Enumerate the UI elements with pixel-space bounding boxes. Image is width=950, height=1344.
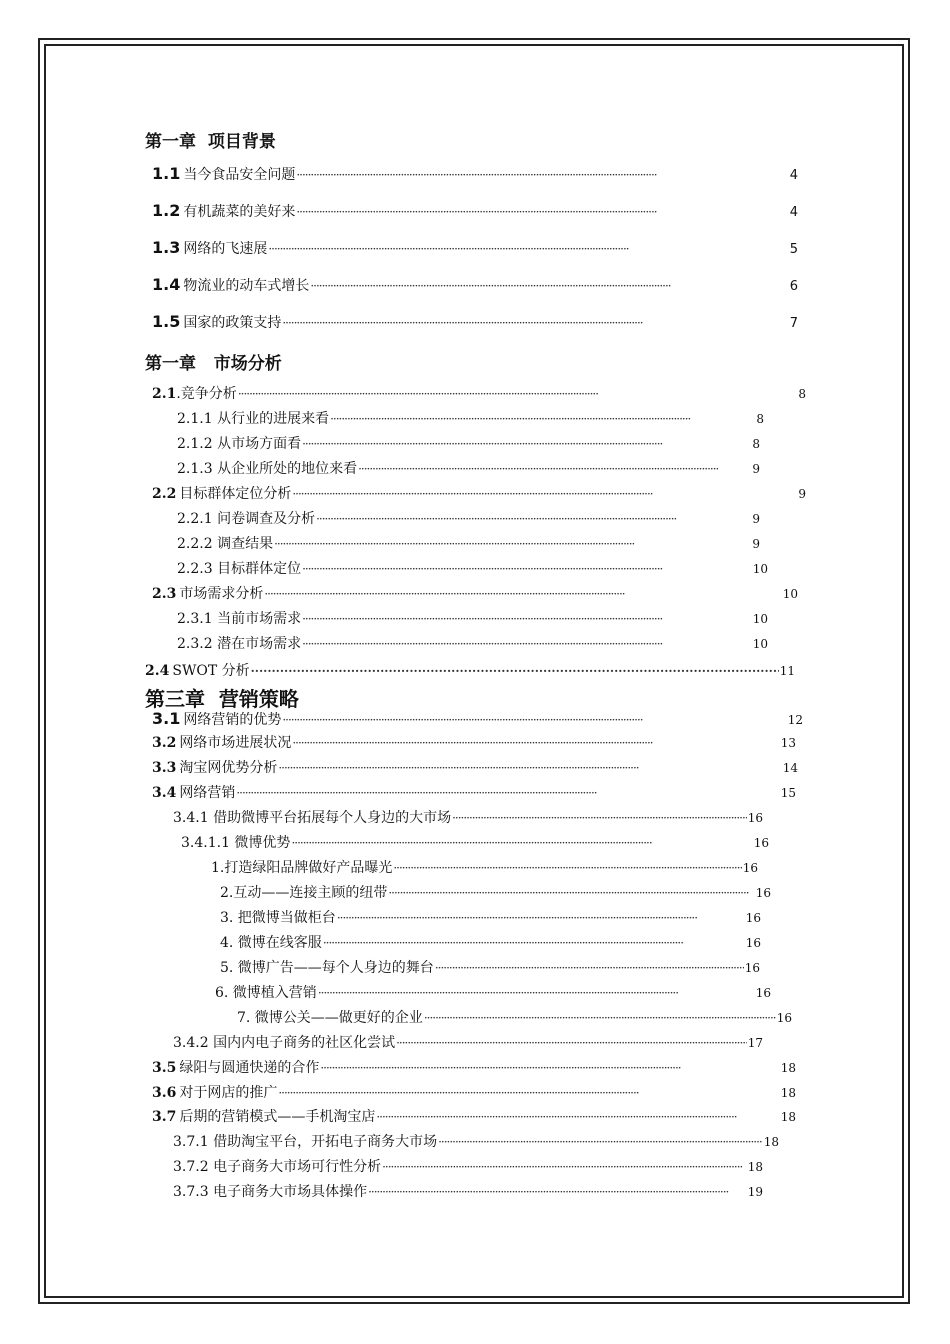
entry-page: 10 xyxy=(752,562,768,576)
entry-number: 3.4 xyxy=(152,785,177,801)
entry-title: 4. 微博在线客服 xyxy=(220,935,322,951)
dot-leader xyxy=(388,887,754,899)
toc-entry-3-3[interactable] xyxy=(152,761,798,775)
entry-title: 6. 微博植入营销 xyxy=(215,985,317,1001)
dot-leader xyxy=(376,1111,779,1123)
toc-entry-2-1-1[interactable] xyxy=(177,412,764,426)
toc-entry-weibo-2[interactable] xyxy=(220,886,771,900)
entry-title: 网络的飞速展 xyxy=(183,241,268,257)
entry-number: 3.1 xyxy=(152,709,181,728)
entry-page: 16 xyxy=(776,1011,792,1025)
dot-leader xyxy=(296,206,788,218)
entry-number: 1.5 xyxy=(152,312,181,331)
entry-number: 2.1 xyxy=(152,386,177,402)
dot-leader xyxy=(368,1186,747,1198)
dot-leader xyxy=(393,862,741,874)
entry-page: 9 xyxy=(798,487,806,501)
entry-page: 10 xyxy=(782,587,798,601)
entry-page: 16 xyxy=(747,811,763,825)
dot-leader xyxy=(251,665,779,677)
toc-entry-3-7-1[interactable] xyxy=(173,1135,779,1149)
toc-entry-3-7-2[interactable] xyxy=(173,1160,763,1174)
dot-leader xyxy=(438,1136,763,1148)
toc-entry-3-5[interactable] xyxy=(152,1061,796,1075)
entry-page: 11 xyxy=(779,664,795,678)
toc-entry-weibo-1[interactable] xyxy=(211,861,758,875)
entry-page: 12 xyxy=(787,713,803,727)
entry-number: 1.3 xyxy=(152,238,181,257)
dot-leader xyxy=(291,837,752,849)
entry-number: 3.3 xyxy=(152,760,177,776)
toc-entry-3-4[interactable] xyxy=(152,786,796,800)
dot-leader xyxy=(282,317,788,329)
entry-title: 后期的营销模式——手机淘宝店 xyxy=(179,1109,376,1125)
dot-leader xyxy=(435,962,744,974)
toc-entry-3-4-2[interactable] xyxy=(173,1036,763,1050)
entry-title: 淘宝网优势分析 xyxy=(179,760,278,776)
entry-number: 3.5 xyxy=(152,1060,177,1076)
entry-title: 2.互动——连接主顾的纽带 xyxy=(220,885,388,901)
entry-title: 7. 微博公关——做更好的企业 xyxy=(237,1010,423,1026)
entry-title: 2.1.3 从企业所处的地位来看 xyxy=(177,461,358,477)
entry-title: 3.7.1 借助淘宝平台，开拓电子商务大市场 xyxy=(173,1134,438,1150)
entry-page: 10 xyxy=(752,637,768,651)
dot-leader xyxy=(302,438,751,450)
entry-title: 2.1.2 从市场方面看 xyxy=(177,436,302,452)
entry-page: 16 xyxy=(745,911,761,925)
dot-leader xyxy=(452,812,747,824)
entry-number: 3.2 xyxy=(152,735,177,751)
entry-page: 13 xyxy=(780,736,796,750)
dot-leader xyxy=(316,513,751,525)
entry-title: 3.7.3 电子商务大市场具体操作 xyxy=(173,1184,368,1200)
entry-title: 3.4.1.1 微博优势 xyxy=(181,835,291,851)
toc-entry-1-1[interactable] xyxy=(152,166,798,182)
entry-title: 当今食品安全问题 xyxy=(183,167,296,183)
chapter-heading-2: 第一章 市场分析 xyxy=(145,354,282,374)
entry-page: 9 xyxy=(752,537,760,551)
entry-page: 8 xyxy=(752,437,760,451)
dot-leader xyxy=(302,563,752,575)
toc-entry-2-1-2[interactable] xyxy=(177,437,760,451)
entry-number: 2.4 xyxy=(145,663,170,679)
entry-page: 17 xyxy=(747,1036,763,1050)
toc-entry-3-7-3[interactable] xyxy=(173,1185,763,1199)
entry-title: 物流业的动车式增长 xyxy=(183,278,310,294)
dot-leader xyxy=(358,463,751,475)
entry-title: 1.打造绿阳品牌做好产品曝光 xyxy=(211,860,393,876)
entry-title: 3. 把微博当做柜台 xyxy=(220,910,336,926)
entry-page: 18 xyxy=(780,1086,796,1100)
entry-title: 2.3.1 当前市场需求 xyxy=(177,611,302,627)
dot-leader xyxy=(396,1037,747,1049)
dot-leader xyxy=(264,588,781,600)
entry-number: 1.4 xyxy=(152,275,181,294)
dot-leader xyxy=(274,538,751,550)
entry-page: 6 xyxy=(789,279,798,294)
dot-leader xyxy=(323,937,745,949)
dot-leader xyxy=(236,787,779,799)
entry-page: 16 xyxy=(753,836,769,850)
toc-entry-2-3-1[interactable] xyxy=(177,612,768,626)
entry-title: 3.7.2 电子商务大市场可行性分析 xyxy=(173,1159,382,1175)
entry-title: 3.4.2 国内内电子商务的社区化尝试 xyxy=(173,1035,396,1051)
entry-page: 7 xyxy=(789,316,798,331)
toc-entry-weibo-5[interactable] xyxy=(220,961,760,975)
entry-title: 对于网店的推广 xyxy=(179,1085,278,1101)
entry-number: 2.3 xyxy=(152,586,177,602)
dot-leader xyxy=(330,413,755,425)
dot-leader xyxy=(424,1012,776,1024)
entry-page: 18 xyxy=(780,1061,796,1075)
dot-leader xyxy=(302,638,752,650)
entry-title: 网络营销 xyxy=(179,785,236,801)
entry-title: 有机蔬菜的美好来 xyxy=(183,204,296,220)
toc-entry-weibo-7[interactable] xyxy=(237,1011,792,1025)
toc-entry-weibo-4[interactable] xyxy=(220,936,761,950)
dot-leader xyxy=(310,280,788,292)
entry-number: 2.2 xyxy=(152,486,177,502)
entry-title: .竞争分析 xyxy=(176,386,237,402)
entry-title: 2.1.1 从行业的进展来看 xyxy=(177,411,330,427)
dot-leader xyxy=(302,613,752,625)
entry-title: 网络营销的优势 xyxy=(183,712,282,728)
toc-entry-3-2[interactable] xyxy=(152,736,796,750)
entry-page: 18 xyxy=(763,1135,779,1149)
entry-page: 4 xyxy=(789,168,798,183)
dot-leader xyxy=(337,912,745,924)
chapter-heading-1: 第一章 项目背景 xyxy=(145,132,276,152)
entry-title: 网络市场进展状况 xyxy=(179,735,292,751)
entry-page: 18 xyxy=(747,1160,763,1174)
entry-title: 2.3.2 潜在市场需求 xyxy=(177,636,302,652)
entry-page: 16 xyxy=(744,961,760,975)
entry-title: SWOT 分析 xyxy=(172,663,250,679)
dot-leader xyxy=(238,388,798,400)
entry-page: 8 xyxy=(756,412,764,426)
toc-entry-2-2-2[interactable] xyxy=(177,537,760,551)
toc-entry-2-2-1[interactable] xyxy=(177,512,760,526)
toc-entry-2-2[interactable] xyxy=(152,487,806,501)
dot-leader xyxy=(382,1161,747,1173)
toc-entry-2-1-3[interactable] xyxy=(177,462,760,476)
dot-leader xyxy=(318,987,755,999)
toc-entry-1-3[interactable] xyxy=(152,240,798,256)
entry-title: 2.2.2 调查结果 xyxy=(177,536,274,552)
dot-leader xyxy=(268,243,788,255)
toc-entry-3-4-1[interactable] xyxy=(173,811,763,825)
entry-page: 4 xyxy=(789,205,798,220)
entry-page: 9 xyxy=(752,512,760,526)
dot-leader xyxy=(292,737,779,749)
entry-page: 19 xyxy=(747,1185,763,1199)
toc-entry-3-4-1-1[interactable] xyxy=(181,836,769,850)
entry-title: 目标群体定位分析 xyxy=(179,486,292,502)
entry-number: 3.7 xyxy=(152,1109,177,1125)
dot-leader xyxy=(296,169,788,181)
entry-number: 3.6 xyxy=(152,1085,177,1101)
toc-entry-2-4[interactable] xyxy=(145,664,795,678)
toc-entry-1-5[interactable] xyxy=(152,314,798,330)
toc-entry-1-4[interactable] xyxy=(152,277,798,293)
dot-leader xyxy=(278,1087,779,1099)
entry-page: 5 xyxy=(789,242,798,257)
entry-page: 16 xyxy=(755,886,771,900)
dot-leader xyxy=(292,488,797,500)
entry-title: 5. 微博广告——每个人身边的舞台 xyxy=(220,960,434,976)
chapter-heading-3: 第三章 营销策略 xyxy=(145,687,299,711)
dot-leader xyxy=(278,762,781,774)
toc-entry-1-2[interactable] xyxy=(152,203,798,219)
entry-title: 绿阳与圆通快递的合作 xyxy=(179,1060,320,1076)
entry-title: 市场需求分析 xyxy=(179,586,264,602)
dot-leader xyxy=(320,1062,779,1074)
dot-leader xyxy=(282,714,786,726)
toc-entry-2-3[interactable] xyxy=(152,587,798,601)
entry-page: 16 xyxy=(742,861,758,875)
entry-page: 14 xyxy=(782,761,798,775)
toc-entry-weibo-3[interactable] xyxy=(220,911,761,925)
toc-entry-weibo-6[interactable] xyxy=(215,986,771,1000)
toc-entry-2-2-3[interactable] xyxy=(177,562,768,576)
entry-page: 10 xyxy=(752,612,768,626)
toc-entry-3-6[interactable] xyxy=(152,1086,796,1100)
toc-entry-2-3-2[interactable] xyxy=(177,637,768,651)
entry-title: 2.2.1 问卷调查及分析 xyxy=(177,511,316,527)
entry-title: 3.4.1 借助微博平台拓展每个人身边的大市场 xyxy=(173,810,452,826)
entry-page: 18 xyxy=(780,1110,796,1124)
toc-entry-3-1[interactable] xyxy=(152,711,803,727)
toc-entry-2-1[interactable] xyxy=(152,387,806,401)
entry-page: 16 xyxy=(755,986,771,1000)
entry-page: 16 xyxy=(745,936,761,950)
entry-number: 1.2 xyxy=(152,201,181,220)
entry-title: 国家的政策支持 xyxy=(183,315,282,331)
entry-title: 2.2.3 目标群体定位 xyxy=(177,561,302,577)
toc-entry-3-7[interactable] xyxy=(152,1110,796,1124)
entry-page: 9 xyxy=(752,462,760,476)
entry-page: 15 xyxy=(780,786,796,800)
entry-number: 1.1 xyxy=(152,164,181,183)
entry-page: 8 xyxy=(798,387,806,401)
